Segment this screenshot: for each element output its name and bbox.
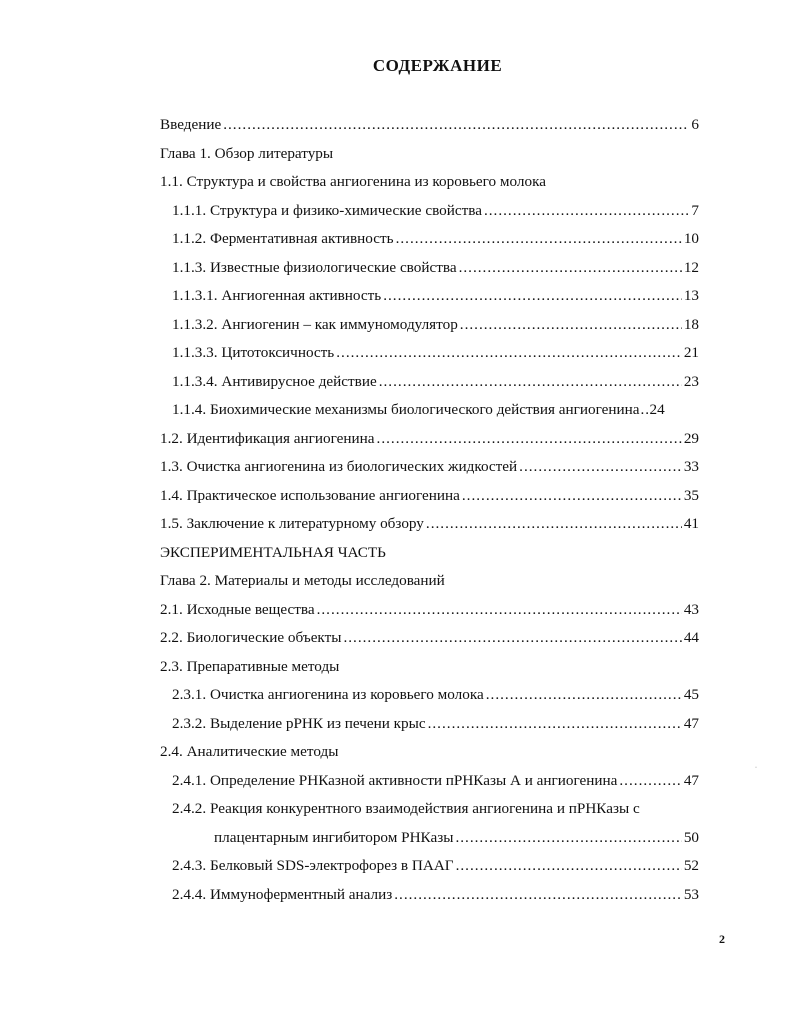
- toc-entry-page: 6: [691, 116, 699, 133]
- toc-leader-dots: [379, 369, 682, 395]
- toc-entry-page: 47: [683, 715, 699, 732]
- toc-entry-page: 53: [683, 886, 699, 903]
- toc-entry-text: 1.1.3.1. Ангиогенная активность: [172, 287, 382, 304]
- toc-entry-text: 2.3.1. Очистка ангиогенина из коровьего молока: [172, 686, 484, 703]
- toc-entry-page: 23: [683, 373, 699, 390]
- toc-entry-1-5: [160, 511, 699, 537]
- toc-entry-chapter-2: [160, 568, 445, 594]
- toc-entry-text: ЭКСПЕРИМЕНТАЛЬНАЯ ЧАСТЬ: [160, 544, 386, 561]
- toc-entry-2-3: [160, 654, 339, 680]
- toc-leader-dots: [223, 112, 689, 138]
- toc-leader-dots: [394, 882, 682, 908]
- toc-entry-page: 29: [683, 430, 699, 447]
- toc-entry-2-4-2-cont: [214, 825, 699, 851]
- toc-entry-page: 50: [683, 829, 699, 846]
- toc-entry-page: 33: [683, 458, 699, 475]
- toc-entry-text: 2.1. Исходные вещества: [160, 601, 315, 618]
- toc-leader-dots: [459, 255, 682, 281]
- toc-entry-text: 2.3.2. Выделение рРНК из печени крыс: [172, 715, 426, 732]
- toc-entry-text: 1.3. Очистка ангиогенина из биологических жидкостей: [160, 458, 518, 475]
- toc-leader-dots: [428, 711, 682, 737]
- toc-entry-2-2: [160, 625, 699, 651]
- toc-entry-page: 13: [683, 287, 699, 304]
- toc-leader-dots: [377, 426, 682, 452]
- toc-entry-2-3-1: [172, 682, 699, 708]
- toc-leader-dots: [426, 511, 682, 537]
- page-number: 2: [719, 932, 725, 946]
- toc-entry-page: 18: [683, 316, 699, 333]
- toc-entry-page: 12: [683, 259, 699, 276]
- toc-entry-page: 24: [649, 401, 665, 418]
- toc-entry-2-4: [160, 739, 338, 765]
- toc-entry-text: 2.4.4. Иммуноферментный анализ: [172, 886, 393, 903]
- toc-entry-text: 1.2. Идентификация ангиогенина: [160, 430, 375, 447]
- toc-leader-dots: [619, 768, 681, 794]
- toc-entry-2-4-3: [172, 853, 699, 879]
- toc-entry-experimental-part: [160, 540, 386, 566]
- toc-entry-2-4-1: [172, 768, 699, 794]
- toc-entry-text: плацентарным ингибитором РНКазы: [214, 829, 454, 846]
- toc-leader-dots: [462, 483, 682, 509]
- toc-entry-2-4-2: [172, 796, 640, 822]
- toc-entry-text: 1.1.3.3. Цитотоксичность: [172, 344, 335, 361]
- toc-entry-1-2: [160, 426, 699, 452]
- toc-leader-dots: [343, 625, 681, 651]
- toc-entry-text: 1.1. Структура и свойства ангиогенина из коровьего молока: [160, 173, 546, 190]
- toc-entry-page: 45: [683, 686, 699, 703]
- toc-entry-2-3-2: [172, 711, 699, 737]
- toc-entry-page: 41: [683, 515, 699, 532]
- toc-entry-text: 2.4. Аналитические методы: [160, 743, 339, 760]
- toc-entry-1-1-1: [172, 198, 699, 224]
- toc-entry-1-1-4: [172, 397, 699, 423]
- toc-leader-dots: [484, 198, 689, 224]
- toc-entry-page: 21: [683, 344, 699, 361]
- toc-entry-page: 47: [683, 772, 699, 789]
- toc-entry-text: Глава 1. Обзор литературы: [160, 145, 334, 162]
- toc-leader-dots: [336, 340, 682, 366]
- toc-entry-text: 1.1.4. Биохимические механизмы биологического действия ангиогенина: [172, 401, 640, 418]
- toc-entry-page: 35: [683, 487, 699, 504]
- toc-entry-text: 2.4.2. Реакция конкурентного взаимодействия ангиогенина и пРНКазы с: [172, 800, 640, 817]
- toc-entry-1-1-2: [172, 226, 699, 252]
- toc-entry-text: 1.1.3.2. Ангиогенин – как иммуномодулятор: [172, 316, 458, 333]
- toc-entry-2-4-4: [172, 882, 699, 908]
- toc-entry-text: 1.4. Практическое использование ангиогенина: [160, 487, 460, 504]
- toc-leader-dots: [396, 226, 682, 252]
- toc-leader-dots: [456, 853, 682, 879]
- toc-entry-1-4: [160, 483, 699, 509]
- toc-entry-1-1-3-1: [172, 283, 699, 309]
- toc-entry-text: 1.5. Заключение к литературному обзору: [160, 515, 424, 532]
- toc-entry-1-1-3-2: [172, 312, 699, 338]
- toc-entry-text: 1.1.2. Ферментативная активность: [172, 230, 394, 247]
- toc-entry-2-1: [160, 597, 699, 623]
- toc-entry-text: 1.1.3.4. Антивирусное действие: [172, 373, 377, 390]
- toc-leader-dots: [486, 682, 682, 708]
- toc-entry-page: 7: [691, 202, 699, 219]
- toc-entry-text: Введение: [160, 116, 222, 133]
- toc-entry-text: 2.4.1. Определение РНКазной активности пРНКазы А и ангиогенина: [172, 772, 618, 789]
- document-title: СОДЕРЖАНИЕ: [372, 56, 503, 75]
- scan-speck: ·: [755, 765, 757, 771]
- toc-entry-introduction: [160, 112, 699, 138]
- toc-entry-chapter-1: [160, 141, 333, 167]
- toc-entry-text: 2.4.3. Белковый SDS-электрофорез в ПААГ: [172, 857, 454, 874]
- toc-entry-text: 2.2. Биологические объекты: [160, 629, 342, 646]
- toc-entry-page: 43: [683, 601, 699, 618]
- toc-entry-page: 52: [683, 857, 699, 874]
- toc-entry-page: 10: [683, 230, 699, 247]
- toc-leader-dots: [317, 597, 682, 623]
- toc-entry-text: 1.1.1. Структура и физико-химические свойства: [172, 202, 482, 219]
- toc-leader-dots: [455, 825, 681, 851]
- toc-entry-1-1-3-3: [172, 340, 699, 366]
- toc-leader-dots: [519, 454, 682, 480]
- toc-entry-text: 1.1.3. Известные физиологические свойства: [172, 259, 457, 276]
- toc-leader-dots: [460, 312, 682, 338]
- toc-entry-1-1: [160, 169, 546, 195]
- toc-leader-dots: [383, 283, 682, 309]
- toc-entry-text: Глава 2. Материалы и методы исследований: [160, 572, 445, 589]
- toc-entry-1-1-3: [172, 255, 699, 281]
- toc-leader-dots: [640, 397, 648, 423]
- toc-entry-page: 44: [683, 629, 699, 646]
- toc-entry-1-3: [160, 454, 699, 480]
- toc-entry-text: 2.3. Препаративные методы: [160, 658, 340, 675]
- toc-entry-1-1-3-4: [172, 369, 699, 395]
